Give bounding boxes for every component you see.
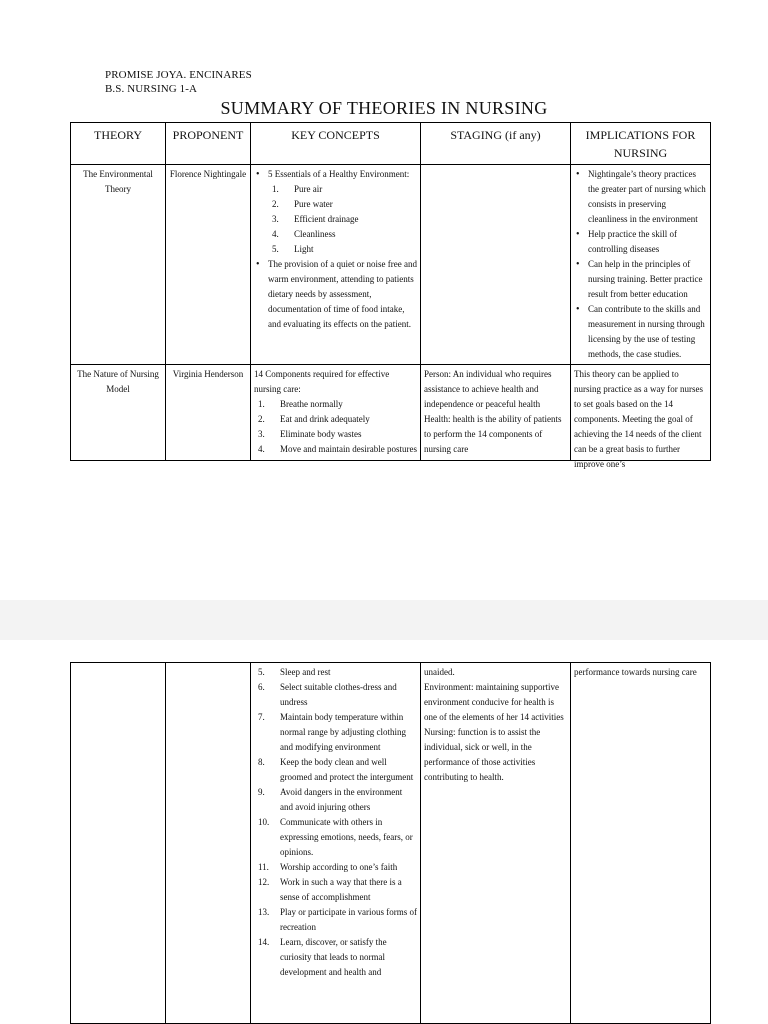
- list-number: 8.: [258, 757, 265, 767]
- list-number: 2.: [258, 414, 265, 424]
- table-row: [71, 365, 711, 461]
- theories-table-continued: [70, 662, 711, 1024]
- list-number: 10.: [258, 817, 270, 827]
- list-item: [258, 412, 417, 427]
- author-block: [105, 68, 252, 96]
- list-text: Efficient drainage: [294, 214, 359, 224]
- implications-text: performance towards nursing care: [574, 667, 697, 677]
- list-number: 6.: [258, 682, 265, 692]
- list-item: [258, 427, 417, 442]
- header-key-concepts: KEY CONCEPTS: [251, 123, 421, 165]
- cell-theory: The Environmental Theory: [71, 165, 166, 365]
- list-item: • The provision of a quiet or noise free and warm environment, attending to patients dietary needs by assessment, documentation of time of food intake, and evaluating its effects on the patient.: [268, 257, 417, 332]
- list-number: 5.: [272, 244, 279, 254]
- cell-proponent: Virginia Henderson: [166, 365, 251, 461]
- list-text: Eliminate body wastes: [280, 429, 362, 439]
- list-number: 4.: [272, 229, 279, 239]
- cell-key-concepts: [251, 663, 421, 1024]
- components-list: [254, 397, 417, 457]
- theories-table: [70, 122, 711, 469]
- components-intro: 14 Components required for effective nursing care:: [254, 369, 390, 394]
- list-number: 5.: [258, 667, 265, 677]
- list-text: Pure water: [294, 199, 333, 209]
- list-text: Breathe normally: [280, 399, 343, 409]
- list-item: [258, 397, 417, 412]
- list-text: Maintain body temperature within normal range by adjusting clothing and modifying environment: [280, 712, 406, 752]
- list-item: [272, 242, 417, 257]
- implications-list: [574, 167, 707, 362]
- staging-text: unaided. Environment: maintaining supportive environment conducive for health is one of the elements of her 14 activities Nursing: function is to assist the individual, sick or well, in the performance of those activities contributing to health.: [424, 667, 564, 782]
- cell-implications: [571, 165, 711, 365]
- list-number: 14.: [258, 937, 270, 947]
- list-text: Work in such a way that there is a sense of accomplishment: [280, 877, 402, 902]
- list-number: 9.: [258, 787, 265, 797]
- list-text: Light: [294, 244, 314, 254]
- cell-theory: [71, 663, 166, 1024]
- list-text: Avoid dangers in the environment and avoid injuring others: [280, 787, 403, 812]
- list-item: [258, 815, 417, 860]
- list-item: • Can contribute to the skills and measurement in nursing through licensing by the use of testing methods, the case studies.: [588, 302, 707, 362]
- list-text: Sleep and rest: [280, 667, 331, 677]
- staging-text: Person: An individual who requires assistance to achieve health and independence or peaceful health Health: health is the ability of patients to perform the 14 components of nursing care: [424, 369, 562, 454]
- components-list: [254, 665, 417, 980]
- cell-proponent: [166, 663, 251, 1024]
- list-item: [258, 785, 417, 815]
- list-item: [258, 905, 417, 935]
- essentials-list: [268, 182, 417, 257]
- cell-implications: [571, 365, 711, 469]
- author-name: PROMISE JOYA. ENCINARES: [105, 69, 252, 81]
- list-number: 3.: [272, 214, 279, 224]
- list-text: Pure air: [294, 184, 323, 194]
- header-implications: IMPLICATIONS FOR NURSING: [571, 123, 711, 165]
- list-text: Communicate with others in expressing emotions, needs, fears, or opinions.: [280, 817, 413, 857]
- list-number: 4.: [258, 444, 265, 454]
- list-item: • Nightingale’s theory practices the greater part of nursing which consists in preserving cleanliness in the environment: [588, 167, 707, 227]
- list-text: Select suitable clothes-dress and undress: [280, 682, 397, 707]
- implications-text: This theory can be applied to nursing practice as a way for nurses to set goals based on the 14 components. Meeting the goal of achieving the 14 needs of the client can be a great basis to further improve one’s: [574, 369, 703, 469]
- list-item: • 5 Essentials of a Healthy Environment: 1. Pure air 2. Pure water 3. Efficient drainage 4. Cleanliness 5. Light: [268, 167, 417, 257]
- cell-staging: [421, 365, 571, 461]
- list-number: 13.: [258, 907, 270, 917]
- list-text: Cleanliness: [294, 229, 336, 239]
- list-text: Eat and drink adequately: [280, 414, 370, 424]
- list-item: [258, 442, 417, 457]
- list-text: Worship according to one’s faith: [280, 862, 398, 872]
- list-text: Play or participate in various forms of recreation: [280, 907, 417, 932]
- list-item: [272, 212, 417, 227]
- table-row: [71, 165, 711, 365]
- list-item: • Help practice the skill of controlling diseases: [588, 227, 707, 257]
- list-number: 1.: [258, 399, 265, 409]
- header-staging: STAGING (if any): [421, 123, 571, 165]
- list-number: 1.: [272, 184, 279, 194]
- header-theory: THEORY: [71, 123, 166, 165]
- list-number: 7.: [258, 712, 265, 722]
- list-number: 3.: [258, 429, 265, 439]
- list-item: [272, 197, 417, 212]
- list-item: [272, 227, 417, 242]
- list-item: [258, 665, 417, 680]
- list-item: [272, 182, 417, 197]
- list-item: [258, 935, 417, 980]
- cell-implications: [571, 663, 711, 1024]
- list-item: [258, 875, 417, 905]
- list-item: [258, 755, 417, 785]
- cell-proponent: Florence Nightingale: [166, 165, 251, 365]
- list-text: Keep the body clean and well groomed and protect the intergument: [280, 757, 414, 782]
- list-item: • Can help in the principles of nursing training. Better practice result from better education: [588, 257, 707, 302]
- list-text: Learn, discover, or satisfy the curiosity that leads to normal development and health and: [280, 937, 387, 977]
- cell-staging: [421, 663, 571, 1024]
- list-item: [258, 710, 417, 755]
- cell-theory: The Nature of Nursing Model: [71, 365, 166, 461]
- list-item: [258, 860, 417, 875]
- list-number: 2.: [272, 199, 279, 209]
- list-item: [258, 680, 417, 710]
- list-number: 12.: [258, 877, 270, 887]
- cell-staging: [421, 165, 571, 365]
- header-proponent: PROPONENT: [166, 123, 251, 165]
- list-number: 11.: [258, 862, 269, 872]
- cell-key-concepts: [251, 165, 421, 365]
- table-row: [71, 663, 711, 1024]
- course-name: B.S. NURSING 1-A: [105, 83, 198, 95]
- list-text: Move and maintain desirable postures: [280, 444, 417, 454]
- page-gap: [0, 600, 768, 640]
- table-header-row: [71, 123, 711, 165]
- page-title: SUMMARY OF THEORIES IN NURSING: [220, 98, 548, 118]
- cell-key-concepts: [251, 365, 421, 461]
